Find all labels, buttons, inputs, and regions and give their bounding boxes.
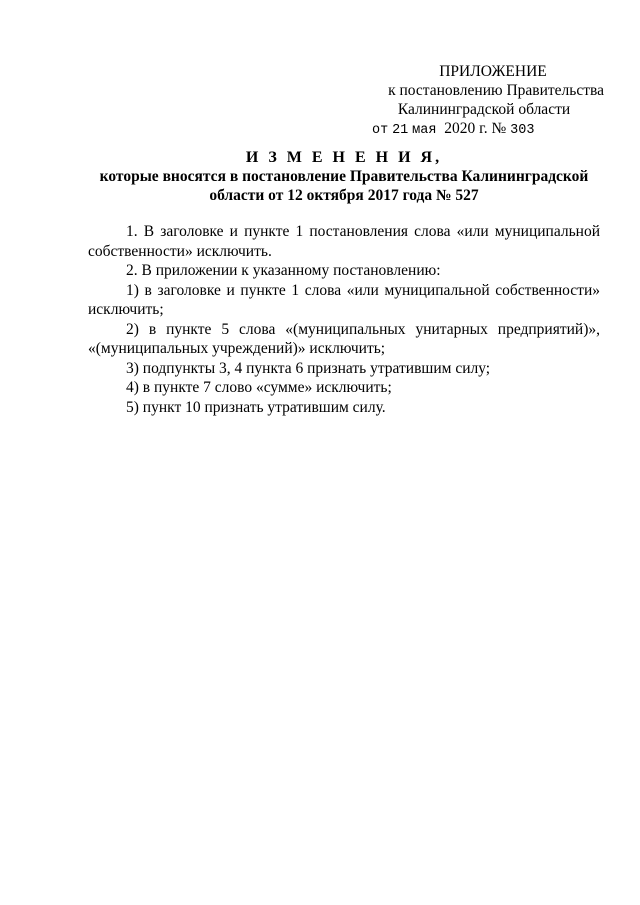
document-title xyxy=(88,148,600,205)
date-month: мая xyxy=(412,123,437,138)
paragraph-2-item-1: 1) в заголовке и пункте 1 слова «или муниципальной собственности» исключить; xyxy=(88,281,600,318)
paragraph-1: 1. В заголовке и пункте 1 постановления слова «или муниципальной собственности» исключить. xyxy=(88,223,600,260)
paragraph-2-item-4: 4) в пункте 7 слово «сумме» исключить; xyxy=(126,379,392,396)
appendix-header xyxy=(364,62,604,140)
appendix-line-resolution: к постановлению Правительства xyxy=(388,82,604,99)
title-subtitle-line2: области от 12 октября 2017 года № 527 xyxy=(209,187,479,204)
title-heading: И З М Е Н Е Н И Я, xyxy=(245,149,443,166)
paragraph-2: 2. В приложении к указанному постановлению: xyxy=(126,262,441,279)
paragraph-2-item-5: 5) пункт 10 признать утратившим силу. xyxy=(126,398,386,416)
document-number: 303 xyxy=(510,123,535,138)
paragraph-2-item-3: 3) подпункты 3, 4 пункта 6 признать утратившим силу; xyxy=(126,359,491,377)
date-day: 21 xyxy=(392,123,409,138)
number-sign: № xyxy=(491,120,507,137)
paragraph-2-item-2: 2) в пункте 5 слова «(муниципальных унитарных предприятий)», «(муниципальных учреждений)» исключить; xyxy=(88,320,600,357)
appendix-line-region: Калининградской области xyxy=(397,101,571,118)
date-prefix: от xyxy=(372,123,389,138)
date-year: 2020 г. xyxy=(444,120,488,137)
appendix-title: ПРИЛОЖЕНИЕ xyxy=(439,63,547,80)
title-subtitle-line1: которые вносятся в постановление Правительства Калининградской xyxy=(99,168,589,185)
appendix-date-line xyxy=(372,119,604,140)
document-body xyxy=(88,222,600,417)
